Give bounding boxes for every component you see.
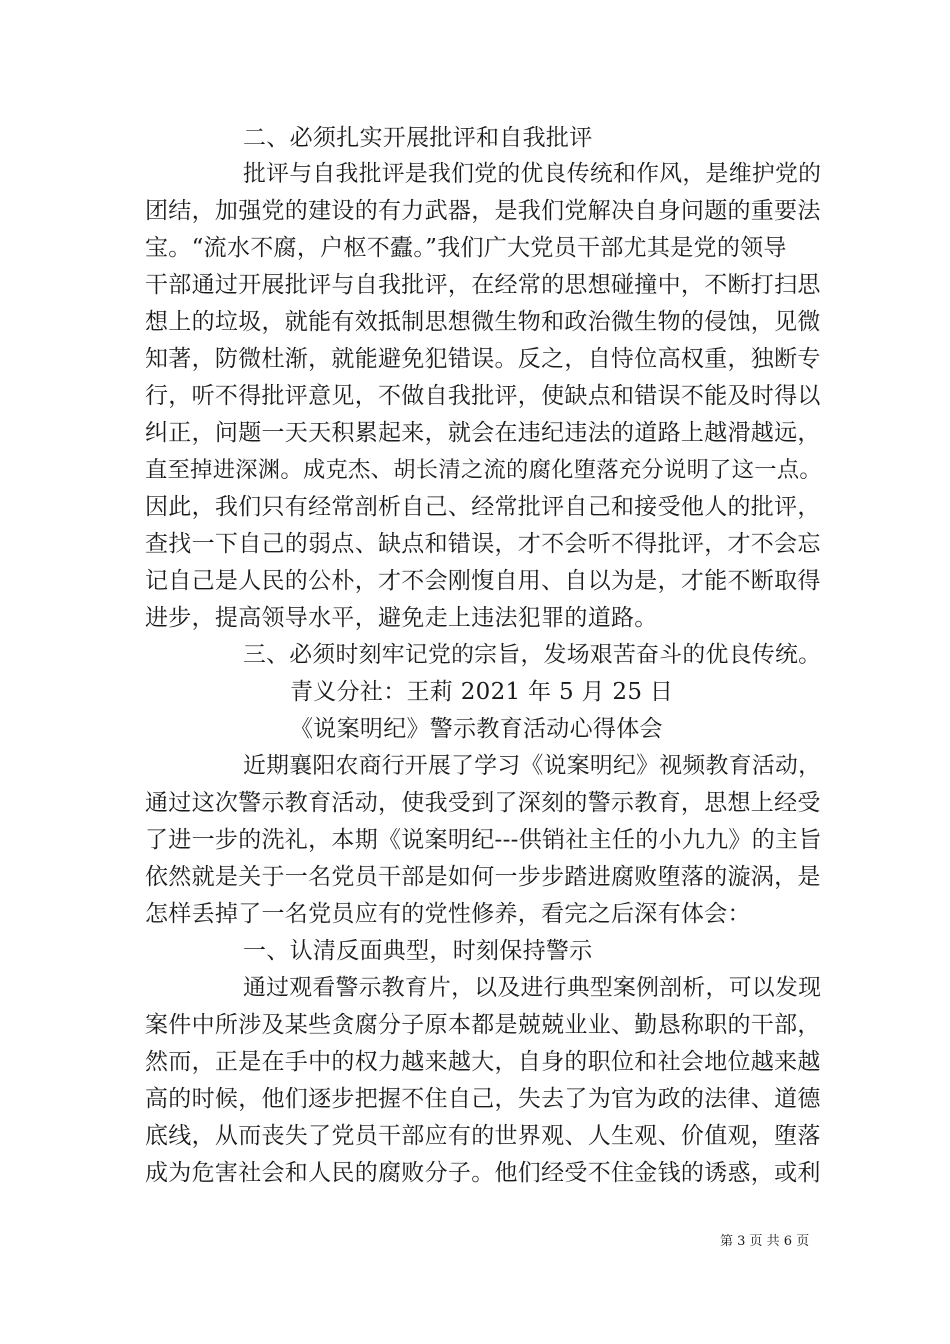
- paragraph-line: 记自己是人民的公朴，才不会刚愎自用、自以为是，才能不断取得: [145, 568, 821, 594]
- paragraph-line: 高的时候，他们逐步把握不住自己，失去了为官为政的法律、道德: [145, 1086, 821, 1112]
- paragraph-line: 因此，我们只有经常剖析自己、经常批评自己和接受他人的批评，: [145, 494, 821, 520]
- page-number-footer: 第 3 页 共 6 页: [720, 1234, 810, 1249]
- paragraph-line: 宝。“流水不腐，户枢不蠹。”我们广大党员干部尤其是党的领导: [145, 235, 787, 261]
- section-heading-3: 三、必须时刻牢记党的宗旨，发场艰苦奋斗的优良传统。: [243, 642, 822, 668]
- paragraph-line: 干部通过开展批评与自我批评，在经常的思想碰撞中，不断打扫思: [145, 272, 821, 298]
- paragraph-line: 依然就是关于一名党员干部是如何一步步踏进腐败堕落的漩涡，是: [145, 864, 821, 890]
- paragraph-line: 通过观看警示教育片，以及进行典型案例剖析，可以发现: [243, 975, 822, 1001]
- paragraph-line: 怎样丢掉了一名党员应有的党性修养，看完之后深有体会：: [145, 901, 751, 927]
- paragraph-line: 知著，防微杜渐，就能避免犯错误。反之，自恃位高权重，独断专: [145, 346, 821, 372]
- paragraph-line: 进步，提高领导水平，避免走上违法犯罪的道路。: [145, 605, 658, 631]
- paragraph-line: 成为危害社会和人民的腐败分子。他们经受不住金钱的诱惑，或利: [145, 1160, 821, 1186]
- paragraph-line: 案件中所涉及某些贪腐分子原本都是兢兢业业、勤恳称职的干部，: [145, 1012, 821, 1038]
- paragraph-line: 了进一步的洗礼，本期《说案明纪---供销社主任的小九九》的主旨: [145, 827, 822, 853]
- article-title: 《说案明纪》警示教育活动心得体会: [290, 716, 663, 742]
- paragraph-line: 近期襄阳农商行开展了学习《说案明纪》视频教育活动，: [243, 753, 822, 779]
- paragraph-line: 直至掉进深渊。成克杰、胡长清之流的腐化堕落充分说明了这一点。: [145, 457, 822, 483]
- section-heading-2: 二、必须扎实开展批评和自我批评: [243, 125, 593, 151]
- paragraph-line: 行，听不得批评意见，不做自我批评，使缺点和错误不能及时得以: [145, 383, 821, 409]
- paragraph-line: 批评与自我批评是我们党的优良传统和作风，是维护党的: [243, 161, 822, 187]
- section-heading-1: 一、认清反面典型，时刻保持警示: [243, 938, 593, 964]
- paragraph-line: 团结，加强党的建设的有力武器，是我们党解决自身问题的重要法: [145, 198, 821, 224]
- paragraph-line: 想上的垃圾，就能有效抵制思想微生物和政治微生物的侵蚀，见微: [145, 309, 821, 335]
- paragraph-line: 查找一下自己的弱点、缺点和错误，才不会听不得批评，才不会忘: [145, 531, 821, 557]
- signature-date: 青义分社：王莉 2021 年 5 月 25 日: [290, 679, 674, 705]
- paragraph-line: 然而，正是在手中的权力越来越大，自身的职位和社会地位越来越: [145, 1049, 821, 1075]
- paragraph-line: 底线，从而丧失了党员干部应有的世界观、人生观、价值观，堕落: [145, 1123, 821, 1149]
- paragraph-line: 纠正，问题一天天积累起来，就会在违纪违法的道路上越滑越远，: [145, 420, 821, 446]
- paragraph-line: 通过这次警示教育活动，使我受到了深刻的警示教育，思想上经受: [145, 790, 821, 816]
